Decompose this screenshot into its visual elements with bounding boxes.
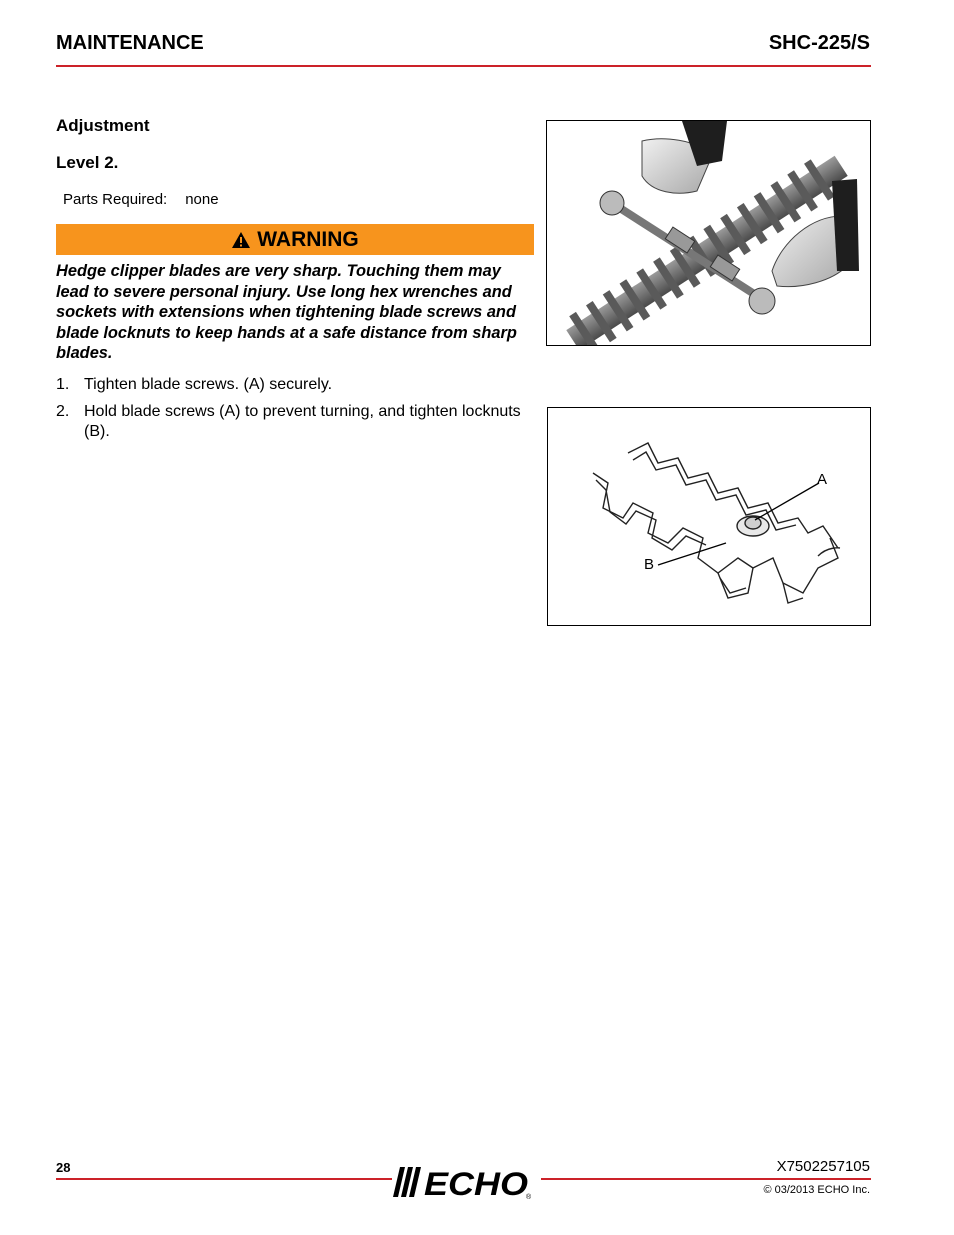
step-text: Hold blade screws (A) to prevent turning, and tighten locknuts (B).	[84, 403, 521, 440]
wrench-photo	[546, 120, 871, 346]
parts-required-value: none	[185, 191, 219, 208]
copyright: © 03/2013 ECHO Inc.	[763, 1184, 870, 1196]
warning-title: WARNING	[257, 227, 359, 251]
callout-a: A	[817, 471, 828, 488]
echo-logo-mark	[392, 1163, 537, 1201]
level-heading: Level 2.	[56, 153, 119, 172]
wrench-photo-illustration	[547, 121, 870, 345]
warning-banner	[56, 224, 534, 255]
step-item	[56, 402, 526, 442]
warning-triangle-icon	[231, 231, 251, 249]
step-item	[56, 375, 526, 395]
section-title: MAINTENANCE	[56, 32, 204, 54]
footer-rule-right	[541, 1178, 871, 1180]
parts-required	[63, 191, 219, 208]
callout-b: B	[644, 556, 655, 573]
step-number: 1.	[56, 376, 70, 393]
adjustment-heading: Adjustment	[56, 116, 150, 135]
svg-text:ECHO: ECHO	[424, 1166, 529, 1201]
document-number: X7502257105	[776, 1158, 870, 1175]
blade-diagram	[547, 407, 871, 626]
page-number: 28	[56, 1160, 71, 1175]
footer-rule-left	[56, 1178, 392, 1180]
header-rule	[56, 65, 871, 67]
step-number: 2.	[56, 403, 70, 420]
svg-text:®: ®	[526, 1194, 532, 1201]
echo-logo	[392, 1163, 537, 1206]
step-text: Tighten blade screws. (A) securely.	[84, 376, 333, 393]
blade-diagram-illustration	[548, 408, 870, 625]
steps-list	[56, 375, 526, 449]
warning-text: Hedge clipper blades are very sharp. Touching them may lead to severe personal injury. Use long hex wrenches and sockets with extensions when tightening blade screws and blade locknuts to keep hands at a safe distance from sharp blades.	[56, 262, 517, 362]
model-number: SHC-225/S	[768, 32, 870, 54]
parts-required-label: Parts Required:	[63, 191, 168, 208]
